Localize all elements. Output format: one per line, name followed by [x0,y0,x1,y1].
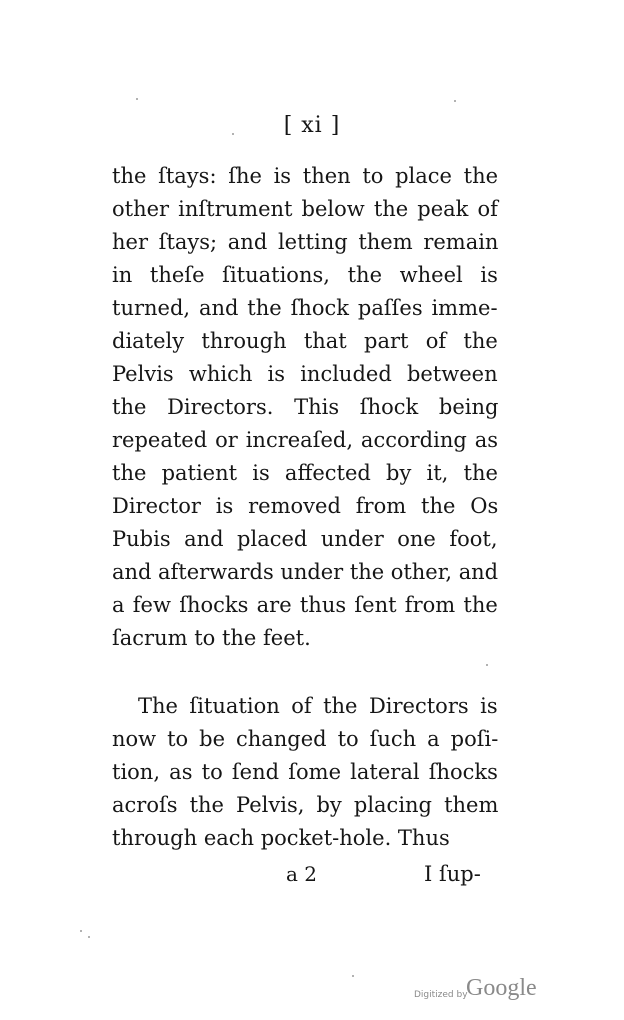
text-line: other inſtrument below the peak of [112,197,498,221]
text-line: repeated or increaſed, according as [112,428,499,452]
text-line: now to be changed to ſuch a poſi- [112,727,499,751]
scan-speck [88,936,90,938]
paragraph-2 [112,690,498,855]
scan-speck [454,100,456,102]
page-number: [ xi ] [283,113,341,138]
text-line: the patient is affected by it, the [112,461,498,485]
text-line: ſacrum to the feet. [112,626,311,650]
digitized-by-watermark [414,975,544,1006]
scan-speck [80,930,82,932]
text-line: in theſe ſituations, the wheel is [112,263,498,287]
watermark-prefix: Digitized by [414,990,468,1000]
text-line: turned, and the ſhock paſſes imme- [112,296,498,320]
text-line: the ſtays: ſhe is then to place the [112,164,499,188]
scan-speck [232,133,234,135]
signature-mark: a 2 [286,862,318,886]
catchword: I ſup- [424,862,481,886]
google-logo: Google [466,975,537,1001]
text-line: through each pocket-hole. Thus [112,826,450,850]
text-line: acroſs the Pelvis, by placing them [112,793,499,817]
text-line: Director is removed from the Os [112,494,499,518]
text-line: tion, as to ſend ſome lateral ſhocks [112,760,498,784]
scan-speck [486,664,488,666]
text-line: the Directors. This ſhock being [112,395,499,419]
text-line: her ſtays; and letting them remain [112,230,499,254]
text-line: a few ſhocks are thus ſent from the [112,593,498,617]
text-line: and afterwards under the other, and [112,560,499,584]
scan-speck [352,975,354,977]
text-line: Pelvis which is included between [112,362,498,386]
paragraph-1 [112,160,498,655]
text-line: The ſituation of the Directors is [138,694,498,718]
text-line: Pubis and placed under one foot, [112,527,498,551]
scan-speck [136,98,138,100]
text-line: diately through that part of the [112,329,498,353]
